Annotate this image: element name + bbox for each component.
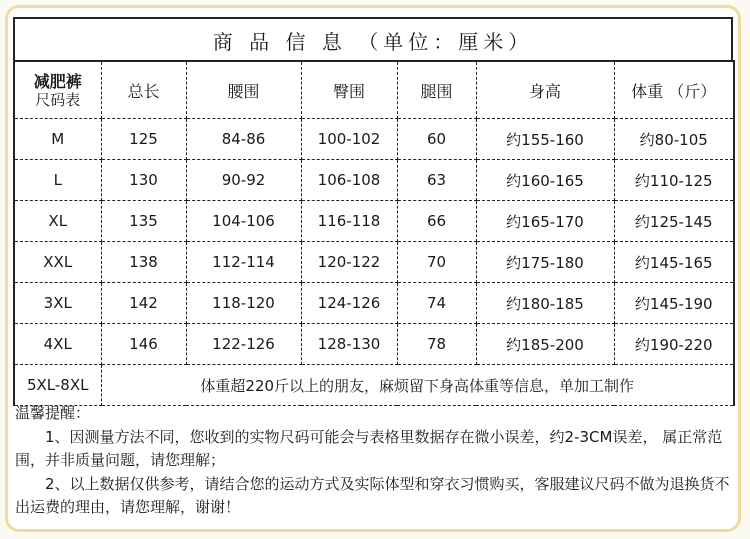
table-cell: 118-120 (186, 283, 301, 324)
table-cell: 106-108 (301, 160, 397, 201)
column-header-height: 身高 (476, 61, 614, 119)
note-item: 1、因测量方法不同，您收到的实物尺码可能会与表格里数据存在微小误差，约2-3CM误差， 属正常范围，并非质量问题，请您理解； (15, 427, 723, 469)
table-row (14, 160, 734, 201)
table-cell: 146 (101, 324, 186, 365)
table-cell: 116-118 (301, 201, 397, 242)
table-row (14, 119, 734, 160)
table-cell: 约175-180 (476, 242, 614, 283)
table-cell: 约180-185 (476, 283, 614, 324)
table-cell: 104-106 (186, 201, 301, 242)
table-cell: 约165-170 (476, 201, 614, 242)
size-cell: L (14, 160, 101, 201)
product-name-cell (14, 61, 101, 119)
table-cell: 128-130 (301, 324, 397, 365)
table-cell: 90-92 (186, 160, 301, 201)
notes-section (13, 402, 733, 520)
table-cell: 约155-160 (476, 119, 614, 160)
table-cell: 112-114 (186, 242, 301, 283)
table-cell: 约110-125 (614, 160, 734, 201)
note-item: 2、以上数据仅供参考，请结合您的运动方式及实际体型和穿衣习惯购买，客服建议尺码不做为退换货不出运费的理由，请您理解，谢谢！ (15, 474, 730, 516)
table-cell: 70 (397, 242, 476, 283)
header-row (14, 61, 734, 119)
table-cell: 约185-200 (476, 324, 614, 365)
table-cell: 125 (101, 119, 186, 160)
table-cell: 74 (397, 283, 476, 324)
column-header-length: 总长 (101, 61, 186, 119)
size-cell: 3XL (14, 283, 101, 324)
size-cell: 4XL (14, 324, 101, 365)
table-cell: 122-126 (186, 324, 301, 365)
table-cell: 约160-165 (476, 160, 614, 201)
table-cell: 约125-145 (614, 201, 734, 242)
custom-size-row (14, 365, 734, 406)
table-cell: 78 (397, 324, 476, 365)
product-name: 减肥裤 (33, 71, 82, 91)
table-title: 商 品 信 息 （单位：厘米） (13, 17, 733, 62)
column-header-hip: 臀围 (301, 61, 397, 119)
column-header-waist: 腰围 (186, 61, 301, 119)
table-cell: 约145-165 (614, 242, 734, 283)
size-cell: M (14, 119, 101, 160)
size-table-label: 尺码表 (35, 90, 81, 109)
table-cell: 84-86 (186, 119, 301, 160)
table-cell: 142 (101, 283, 186, 324)
table-row (14, 283, 734, 324)
table-cell: 约190-220 (614, 324, 734, 365)
table-cell: 124-126 (301, 283, 397, 324)
column-header-thigh: 腿围 (397, 61, 476, 119)
column-header-weight: 体重 （斤） (614, 61, 734, 119)
table-row (14, 242, 734, 283)
table-cell: 130 (101, 160, 186, 201)
size-chart-table (13, 60, 735, 406)
table-cell: 63 (397, 160, 476, 201)
size-cell: 5XL-8XL (14, 365, 101, 406)
table-cell: 66 (397, 201, 476, 242)
table-cell: 约80-105 (614, 119, 734, 160)
table-cell: 138 (101, 242, 186, 283)
table-cell: 120-122 (301, 242, 397, 283)
table-cell: 135 (101, 201, 186, 242)
size-cell: XXL (14, 242, 101, 283)
table-row (14, 324, 734, 365)
table-cell: 100-102 (301, 119, 397, 160)
table-row (14, 201, 734, 242)
table-cell: 60 (397, 119, 476, 160)
custom-size-note: 体重超220斤以上的朋友，麻烦留下身高体重等信息，单加工制作 (101, 365, 734, 406)
size-cell: XL (14, 201, 101, 242)
table-cell: 约145-190 (614, 283, 734, 324)
notes-heading: 温馨提醒： (15, 404, 91, 422)
